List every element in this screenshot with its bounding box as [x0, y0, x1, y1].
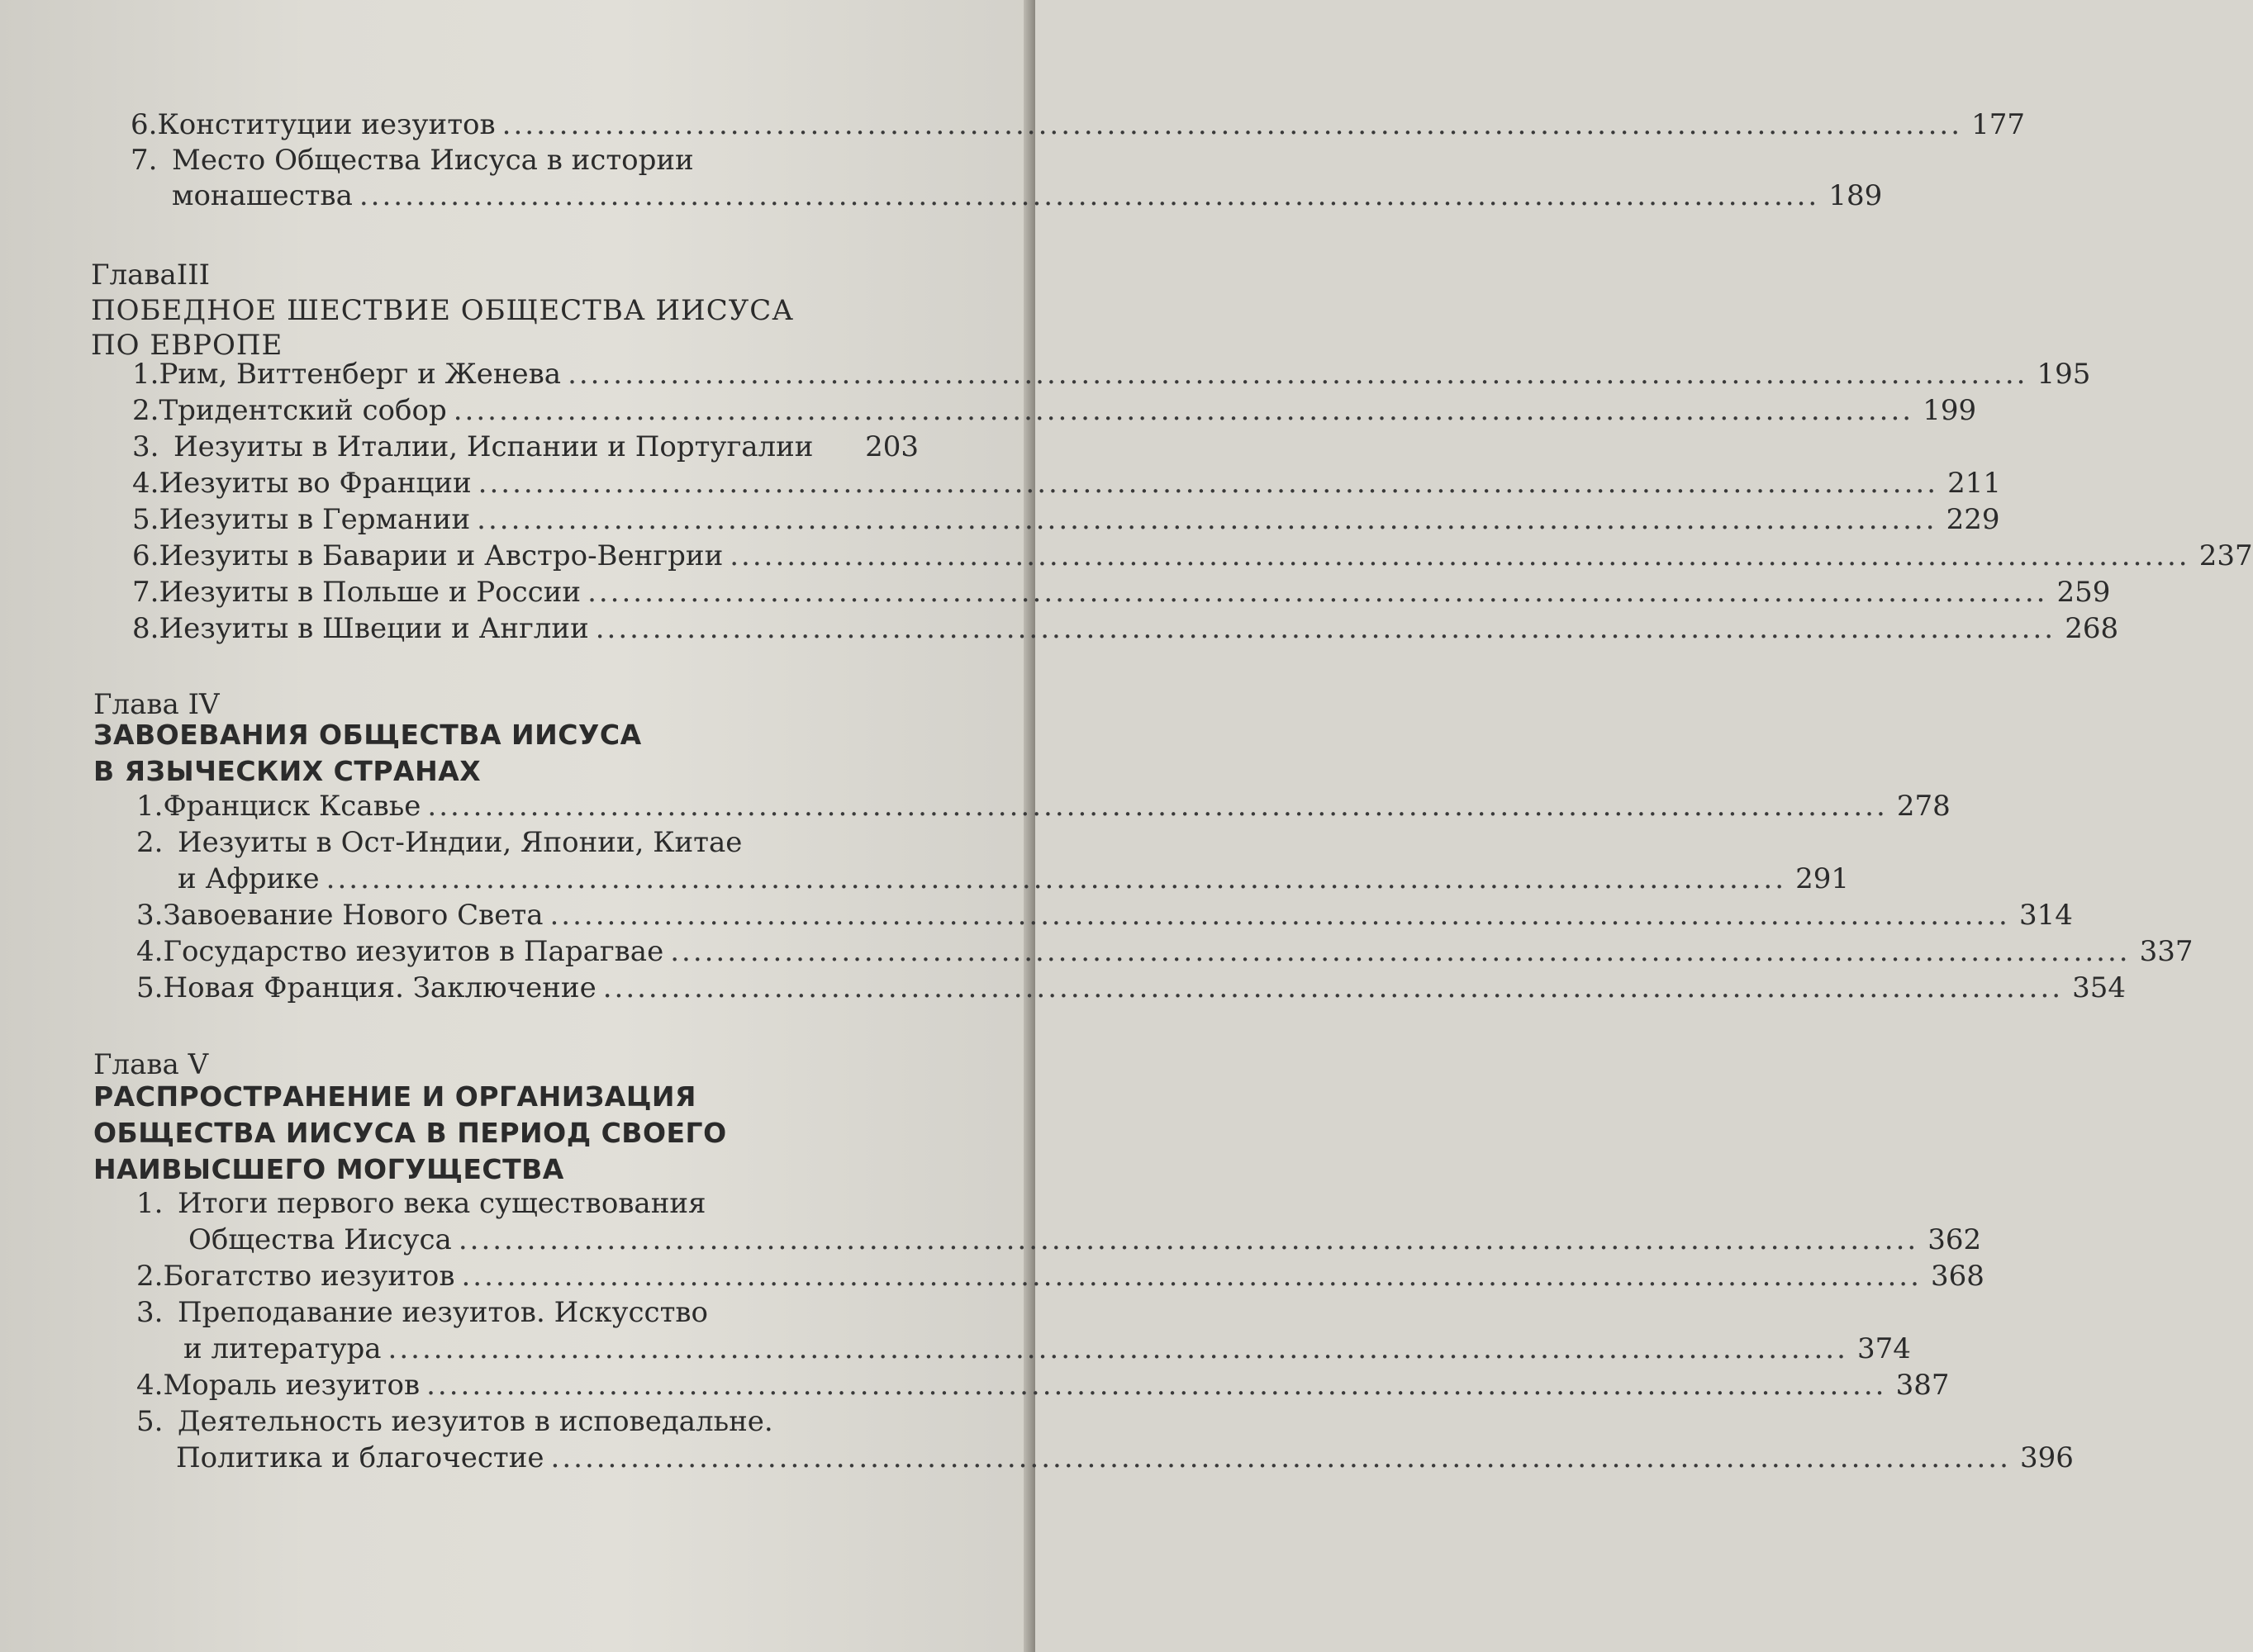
entry-number: 1.	[132, 358, 159, 391]
dot-leader: ................................................................................................................................	[730, 539, 2190, 572]
entry-title: Итоги первого века существования	[178, 1187, 706, 1220]
toc-entry	[136, 1295, 920, 1330]
entry-number: 8.	[132, 612, 159, 645]
entry-number: 1.	[136, 1187, 164, 1220]
entry-number: 7.	[131, 144, 158, 177]
chapter-title: РАСПРОСТРАНЕНИЕ И ОРГАНИЗАЦИЯ	[93, 1080, 696, 1113]
entry-page: 199	[1923, 394, 1977, 427]
entry-page: 368	[1930, 1260, 1984, 1293]
toc-entry-continuation	[172, 178, 1883, 213]
dot-leader: ................................................................................................................................	[501, 108, 1963, 141]
entry-number: 5.	[132, 503, 159, 536]
entry-page: 387	[1895, 1369, 1950, 1402]
entry-page: 268	[2065, 612, 2119, 645]
toc-entry	[132, 611, 2119, 646]
entry-title: Место Общества Иисуса в истории	[172, 144, 694, 177]
entry-page: 374	[1857, 1332, 1911, 1365]
toc-entry	[132, 539, 2253, 573]
entry-title: Иезуиты в Италии, Испании и Португалии	[173, 430, 814, 463]
entry-title: Франциск Ксавье	[163, 790, 421, 823]
dot-leader: ................................................................................................................................	[359, 179, 1820, 212]
dot-leader: ................................................................................................................................	[568, 358, 2028, 391]
toc-entry	[132, 502, 2000, 537]
toc-entry	[136, 1368, 1950, 1403]
entry-page: 203	[865, 430, 919, 463]
dot-leader: ................................................................................................................................	[426, 1369, 1887, 1402]
toc-entry	[131, 143, 909, 178]
toc-entry-continuation	[183, 1332, 1911, 1366]
dot-leader: ................................................................................................................................	[549, 899, 2010, 932]
toc-entry	[132, 466, 2002, 501]
entry-page: 177	[1971, 108, 2026, 141]
dot-leader: ................................................................................................................................	[326, 862, 1787, 895]
toc-entry	[136, 1404, 920, 1439]
entry-page: 314	[2018, 899, 2073, 932]
entry-number: 1.	[136, 790, 164, 823]
dot-leader: ................................................................................................................................	[670, 935, 2131, 968]
toc-entry-continuation	[176, 1441, 2074, 1475]
entry-page: 195	[2037, 358, 2091, 391]
entry-title: Тридентский собор	[159, 394, 447, 427]
toc-entry	[136, 1259, 1984, 1294]
toc-entry	[136, 971, 2127, 1005]
entry-title-cont: и литература	[183, 1332, 382, 1365]
toc-entry-continuation	[178, 862, 1850, 896]
toc-entry-continuation	[188, 1222, 1982, 1257]
entry-number: 2.	[136, 826, 164, 859]
entry-number: 7.	[132, 576, 159, 609]
chapter-label: Глава V	[93, 1048, 209, 1081]
toc-entry	[136, 825, 920, 860]
entry-title: Новая Франция. Заключение	[163, 971, 597, 1004]
entry-page: 259	[2056, 576, 2111, 609]
entry-page: 237	[2198, 539, 2253, 572]
entry-page: 229	[1946, 503, 2000, 536]
toc-entry	[131, 107, 2026, 142]
chapter-label: ГлаваIII	[91, 259, 211, 292]
entry-title: Деятельность иезуитов в исповедальне.	[178, 1405, 773, 1438]
entry-page: 362	[1927, 1223, 1982, 1256]
entry-number: 2.	[136, 1260, 164, 1293]
entry-title: Иезуиты в Швеции и Англии	[159, 612, 589, 645]
entry-title-cont: и Африке	[178, 862, 320, 895]
dot-leader: ................................................................................................................................	[602, 971, 2064, 1004]
entry-page: 291	[1795, 862, 1850, 895]
entry-title: Иезуиты во Франции	[159, 467, 472, 500]
entry-title: Конституции иезуитов	[157, 108, 496, 141]
toc-entry	[136, 898, 2073, 933]
entry-number: 5.	[136, 971, 164, 1004]
entry-number: 3.	[136, 1296, 164, 1329]
entry-number: 4.	[136, 1369, 164, 1402]
dot-leader: ................................................................................................................................	[477, 503, 1937, 536]
entry-number: 2.	[132, 394, 159, 427]
dot-leader: ................................................................................................................................	[387, 1332, 1848, 1365]
dot-leader: ................................................................................................................................	[478, 467, 1939, 500]
entry-title-cont: Общества Иисуса	[188, 1223, 452, 1256]
dot-leader: ................................................................................................................................	[458, 1223, 1919, 1256]
dot-leader: ................................................................................................................................	[587, 576, 2048, 609]
entry-number: 6.	[132, 539, 159, 572]
chapter-title: НАИВЫСШЕГО МОГУЩЕСТВА	[93, 1153, 564, 1185]
toc-entry	[136, 1186, 920, 1221]
chapter-title: ОБЩЕСТВА ИИСУСА В ПЕРИОД СВОЕГО	[93, 1117, 727, 1149]
entry-number: 4.	[136, 935, 164, 968]
entry-page: 337	[2139, 935, 2194, 968]
toc-entry	[136, 789, 1951, 824]
entry-title: Мораль иезуитов	[163, 1369, 421, 1402]
entry-title: Государство иезуитов в Парагвае	[163, 935, 664, 968]
entry-number: 6.	[131, 108, 158, 141]
entry-page: 396	[2019, 1441, 2074, 1474]
chapter-title: В ЯЗЫЧЕСКИХ СТРАНАХ	[93, 755, 482, 787]
toc-entry	[132, 430, 919, 464]
dot-leader: ................................................................................................................................	[550, 1441, 2011, 1474]
page-edge	[1024, 0, 1035, 1652]
toc-entry	[132, 357, 2091, 392]
entry-page: 278	[1896, 790, 1951, 823]
entry-page: 189	[1828, 179, 1883, 212]
entry-title: Иезуиты в Баварии и Австро-Венгрии	[159, 539, 724, 572]
dot-leader: ................................................................................................................................	[453, 394, 1914, 427]
chapter-title: ПО ЕВРОПЕ	[91, 329, 283, 362]
chapter-title: ПОБЕДНОЕ ШЕСТВИЕ ОБЩЕСТВА ИИСУСА	[91, 294, 795, 327]
entry-page: 211	[1947, 467, 2002, 500]
entry-title: Иезуиты в Германии	[159, 503, 471, 536]
entry-title: Рим, Виттенберг и Женева	[159, 358, 562, 391]
entry-number: 4.	[132, 467, 159, 500]
entry-title-cont: Политика и благочестие	[176, 1441, 544, 1474]
entry-title: Богатство иезуитов	[163, 1260, 455, 1293]
dot-leader: ................................................................................................................................	[595, 612, 2056, 645]
entry-title: Иезуиты в Ост-Индии, Японии, Китае	[178, 826, 743, 859]
entry-number: 3.	[132, 430, 159, 463]
entry-title: Завоевание Нового Света	[163, 899, 544, 932]
entry-number: 3.	[136, 899, 164, 932]
entry-page: 354	[2072, 971, 2127, 1004]
entry-title: Преподавание иезуитов. Искусство	[178, 1296, 709, 1329]
entry-title-cont: монашества	[172, 179, 353, 212]
dot-leader: ................................................................................................................................	[427, 790, 1888, 823]
entry-title: Иезуиты в Польше и России	[159, 576, 582, 609]
dot-leader: ................................................................................................................................	[461, 1260, 1922, 1293]
chapter-title: ЗАВОЕВАНИЯ ОБЩЕСТВА ИИСУСА	[93, 719, 642, 751]
toc-entry	[132, 393, 1977, 428]
entry-number: 5.	[136, 1405, 164, 1438]
chapter-label: Глава IV	[93, 688, 220, 721]
toc-entry	[136, 934, 2194, 969]
toc-entry	[132, 575, 2111, 610]
